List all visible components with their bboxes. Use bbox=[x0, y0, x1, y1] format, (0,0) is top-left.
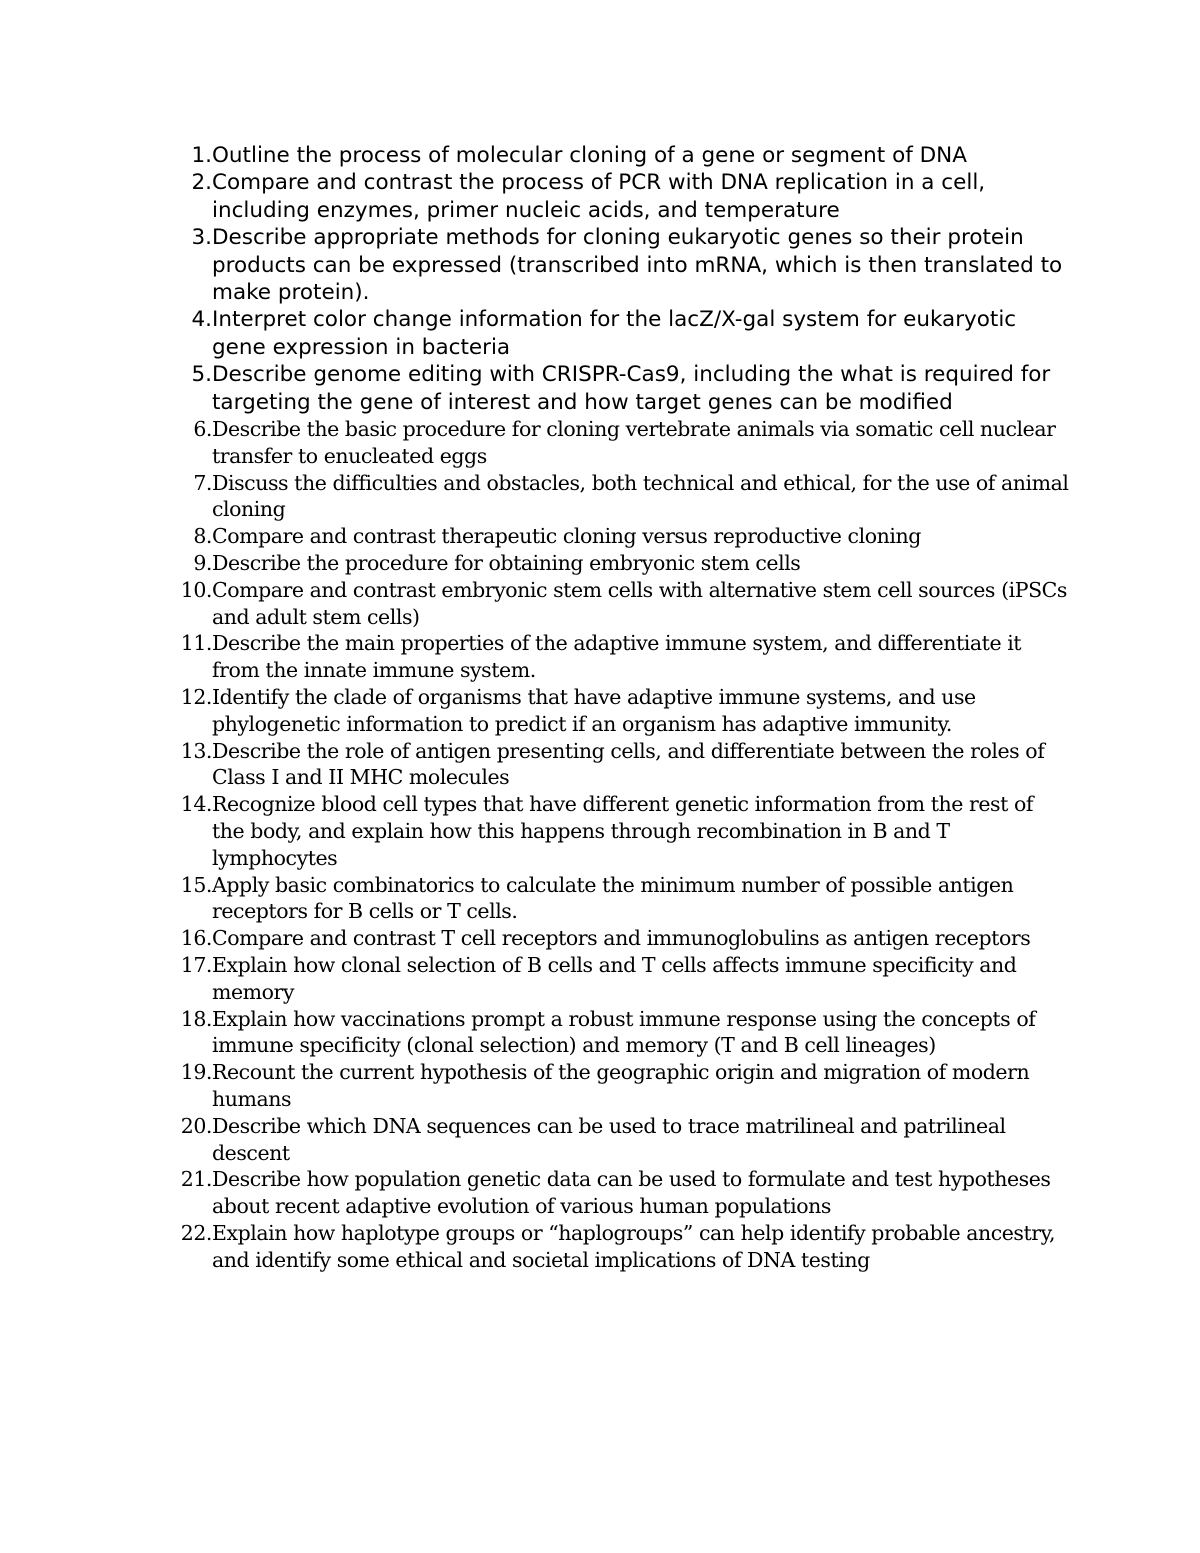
item-text: Apply basic combinatorics to calculate the minimum number of possible antigen receptors for B cells or T cells. bbox=[212, 872, 1014, 924]
item-number: 15. bbox=[180, 872, 212, 897]
item-number: 7. bbox=[193, 470, 212, 495]
item-text: Explain how haplotype groups or “haplogroups” can help identify probable ancestry, and identify some ethical and societal implications of DNA testing bbox=[212, 1220, 1056, 1272]
list-item bbox=[160, 1166, 1070, 1220]
list-item bbox=[160, 1220, 1070, 1274]
list-item bbox=[160, 224, 1070, 306]
item-number: 9. bbox=[193, 551, 212, 576]
list-item bbox=[160, 523, 1070, 550]
item-text: Describe the basic procedure for cloning vertebrate animals via somatic cell nuclear transfer to enucleated eggs bbox=[212, 417, 1056, 468]
item-number: 3. bbox=[191, 225, 212, 251]
list-item bbox=[160, 738, 1070, 792]
item-number: 17. bbox=[180, 953, 212, 977]
item-number: 22. bbox=[180, 1220, 212, 1245]
list-item bbox=[160, 791, 1070, 871]
item-text: Explain how vaccinations prompt a robust immune response using the concepts of immune specificity (clonal selection) and memory (T and B cell lineages) bbox=[212, 1006, 1036, 1058]
list-item bbox=[160, 470, 1070, 524]
list-item bbox=[160, 1113, 1070, 1167]
learning-objectives-list bbox=[160, 142, 1070, 1274]
item-number: 20. bbox=[180, 1113, 212, 1138]
item-text: Describe the role of antigen presenting cells, and differentiate between the roles of Class I and II MHC molecules bbox=[212, 738, 1045, 790]
item-number: 1. bbox=[191, 143, 212, 168]
item-text: Identify the clade of organisms that have adaptive immune systems, and use phylogenetic information to predict if an organism has adaptive immunity. bbox=[212, 685, 976, 736]
item-text: Compare and contrast embryonic stem cells with alternative stem cell sources (iPSCs and adult stem cells) bbox=[212, 577, 1067, 629]
item-text: Describe appropriate methods for cloning eukaryotic genes so their protein products can be expressed (transcribed into mRNA, which is then translated to make protein). bbox=[212, 225, 1063, 306]
list-item bbox=[160, 1006, 1070, 1060]
item-number: 13. bbox=[180, 738, 212, 763]
item-text: Recognize blood cell types that have different genetic information from the rest of the body, and explain how this happens through recombination in B and T lymphocytes bbox=[212, 792, 1033, 870]
item-text: Outline the process of molecular cloning of a gene or segment of DNA bbox=[212, 143, 967, 168]
item-number: 2. bbox=[191, 170, 212, 196]
item-text: Recount the current hypothesis of the geographic origin and migration of modern humans bbox=[212, 1060, 1030, 1111]
item-text: Describe the main properties of the adaptive immune system, and differentiate it from the innate immune system. bbox=[212, 631, 1022, 683]
item-number: 19. bbox=[180, 1060, 212, 1085]
item-number: 5. bbox=[191, 362, 212, 388]
item-number: 4. bbox=[191, 307, 212, 333]
item-number: 8. bbox=[193, 524, 212, 549]
item-number: 11. bbox=[180, 631, 212, 656]
item-text: Describe the procedure for obtaining embryonic stem cells bbox=[212, 551, 801, 576]
item-text: Compare and contrast the process of PCR with DNA replication in a cell, including enzymes, primer nucleic acids, and temperature bbox=[212, 170, 986, 223]
list-item bbox=[160, 550, 1070, 577]
list-item bbox=[160, 169, 1070, 224]
list-item bbox=[160, 361, 1070, 416]
list-item bbox=[160, 306, 1070, 361]
item-number: 21. bbox=[180, 1167, 212, 1192]
item-number: 12. bbox=[180, 685, 212, 710]
item-number: 6. bbox=[193, 417, 212, 442]
list-item bbox=[160, 630, 1070, 684]
item-text: Describe genome editing with CRISPR-Cas9, including the what is required for targeting the gene of interest and how target genes can be modified bbox=[212, 362, 1051, 415]
list-item bbox=[160, 952, 1070, 1006]
list-item bbox=[160, 416, 1070, 470]
item-number: 18. bbox=[180, 1006, 212, 1031]
item-number: 14. bbox=[180, 792, 212, 817]
list-item bbox=[160, 684, 1070, 738]
list-item bbox=[160, 872, 1070, 926]
item-text: Explain how clonal selection of B cells and T cells affects immune specificity and memory bbox=[212, 953, 1017, 1004]
item-text: Describe which DNA sequences can be used to trace matrilineal and patrilineal descent bbox=[212, 1113, 1006, 1165]
item-text: Compare and contrast T cell receptors and immunoglobulins as antigen receptors bbox=[212, 926, 1031, 951]
item-text: Compare and contrast therapeutic cloning versus reproductive cloning bbox=[212, 524, 921, 549]
item-number: 16. bbox=[180, 926, 212, 951]
list-item bbox=[160, 577, 1070, 631]
list-item bbox=[160, 142, 1070, 169]
item-number: 10. bbox=[180, 577, 212, 602]
list-item bbox=[160, 925, 1070, 952]
item-text: Interpret color change information for the lacZ/X-gal system for eukaryotic gene expression in bacteria bbox=[212, 307, 1017, 360]
item-text: Discuss the difficulties and obstacles, both technical and ethical, for the use of animal cloning bbox=[212, 470, 1069, 522]
list-item bbox=[160, 1059, 1070, 1113]
item-text: Describe how population genetic data can be used to formulate and test hypotheses about recent adaptive evolution of various human populations bbox=[212, 1167, 1051, 1219]
